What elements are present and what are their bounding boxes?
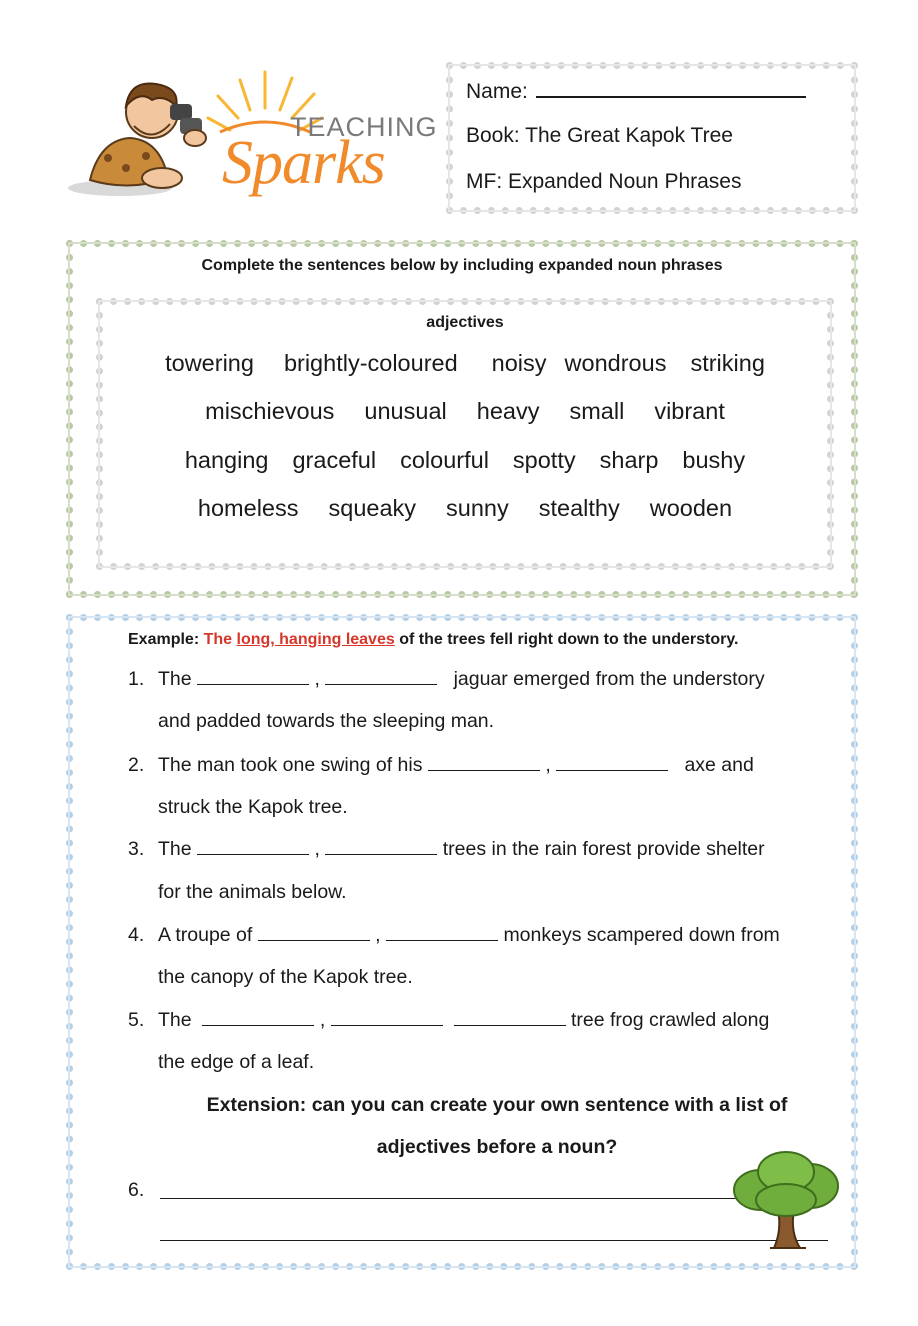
question-text-start: The xyxy=(158,668,198,690)
example-sentence xyxy=(128,631,738,649)
adjective-word: small xyxy=(569,398,625,424)
name-label: Name: xyxy=(466,80,528,103)
question-continuation: the edge of a leaf. xyxy=(158,1051,315,1073)
question-number: 3. xyxy=(128,838,145,860)
adjective-word: brightly-coloured xyxy=(283,350,458,376)
question-number: 2. xyxy=(128,754,145,776)
name-field[interactable] xyxy=(536,78,806,98)
brand-teaching-text: TEACHING xyxy=(290,112,438,142)
adjective-row xyxy=(96,495,834,522)
question-line: The , jaguar emerged from the understory xyxy=(158,668,765,690)
extension-prompt-line2: adjectives before a noun? xyxy=(376,1136,618,1158)
adjective-word: heavy xyxy=(476,398,540,424)
adjectives-heading: adjectives xyxy=(426,314,504,331)
adjective-word: wooden xyxy=(649,495,733,521)
question-text-start: The xyxy=(158,1009,198,1031)
question-continuation: struck the Kapok tree. xyxy=(158,796,348,818)
writing-line[interactable] xyxy=(160,1198,750,1199)
answer-blank[interactable] xyxy=(258,926,370,941)
answer-blank[interactable] xyxy=(325,840,437,855)
question-text-start: The xyxy=(158,838,198,860)
answer-blank[interactable] xyxy=(331,1011,443,1026)
question-text-start: A troupe of xyxy=(158,924,258,946)
example-the: The xyxy=(203,631,233,648)
instruction-text: Complete the sentences below by including expanded noun phrases xyxy=(201,257,723,274)
answer-blank[interactable] xyxy=(556,756,668,771)
question-text-start: The man took one swing of his xyxy=(158,754,428,776)
question-continuation: and padded towards the sleeping man. xyxy=(158,710,495,732)
question-number: 6. xyxy=(128,1179,145,1201)
name-row xyxy=(466,78,806,104)
caveman-with-binoculars-illustration xyxy=(90,83,206,188)
question-text-end: monkeys scampered down from xyxy=(503,924,780,946)
adjective-word-bank xyxy=(96,298,834,570)
question-line: The , tree frog crawled along xyxy=(158,1009,770,1031)
adjective-word: wondrous xyxy=(564,350,667,376)
answer-blank[interactable] xyxy=(454,1011,566,1026)
adjective-word: hanging xyxy=(184,447,269,473)
example-label: Example: xyxy=(128,631,200,648)
mf-topic: MF: Expanded Noun Phrases xyxy=(466,170,742,193)
extension-prompt-line1: Extension: can you can create your own sentence with a list of xyxy=(206,1094,788,1116)
adjective-word: sunny xyxy=(446,495,509,521)
question-line: The man took one swing of his , axe and xyxy=(158,754,754,776)
question-text-end: axe and xyxy=(684,754,754,776)
question-number: 1. xyxy=(128,668,145,690)
question-line: The , trees in the rain forest provide shelter xyxy=(158,838,765,860)
adjective-word: sharp xyxy=(599,447,659,473)
question-line: A troupe of , monkeys scampered down from xyxy=(158,924,780,946)
adjective-word: towering xyxy=(165,350,254,376)
question-continuation: for the animals below. xyxy=(158,881,347,903)
adjective-word: squeaky xyxy=(328,495,417,521)
answer-blank[interactable] xyxy=(386,926,498,941)
answer-blank[interactable] xyxy=(197,670,309,685)
answer-blank[interactable] xyxy=(202,1011,314,1026)
adjective-word: stealthy xyxy=(538,495,620,521)
adjective-row xyxy=(96,398,834,425)
question-text-end: jaguar emerged from the understory xyxy=(453,668,765,690)
adjective-word: vibrant xyxy=(654,398,725,424)
adjective-word: mischievous xyxy=(205,398,335,424)
adjective-row xyxy=(96,447,834,474)
question-continuation: the canopy of the Kapok tree. xyxy=(158,966,413,988)
answer-blank[interactable] xyxy=(197,840,309,855)
adjective-word: colourful xyxy=(400,447,489,473)
adjective-row xyxy=(96,350,834,377)
adjective-word: bushy xyxy=(682,447,746,473)
kapok-tree-illustration xyxy=(730,1150,842,1254)
answer-blank[interactable] xyxy=(325,670,437,685)
adjective-word: homeless xyxy=(197,495,299,521)
question-number: 4. xyxy=(128,924,145,946)
example-rest: of the trees fell right down to the understory. xyxy=(399,631,739,648)
book-title: Book: The Great Kapok Tree xyxy=(466,124,733,147)
writing-line[interactable] xyxy=(160,1240,828,1241)
adjective-word: noisy xyxy=(491,350,547,376)
adjective-word: graceful xyxy=(292,447,377,473)
adjective-word: unusual xyxy=(364,398,447,424)
brand-sparks-text: Sparks xyxy=(222,129,385,197)
adjective-word: striking xyxy=(690,350,765,376)
answer-blank[interactable] xyxy=(428,756,540,771)
adjective-word: spotty xyxy=(512,447,576,473)
question-text-end: trees in the rain forest provide shelter xyxy=(442,838,765,860)
question-number: 5. xyxy=(128,1009,145,1031)
example-noun-phrase: long, hanging leaves xyxy=(236,631,395,648)
question-text-end: tree frog crawled along xyxy=(570,1009,770,1031)
